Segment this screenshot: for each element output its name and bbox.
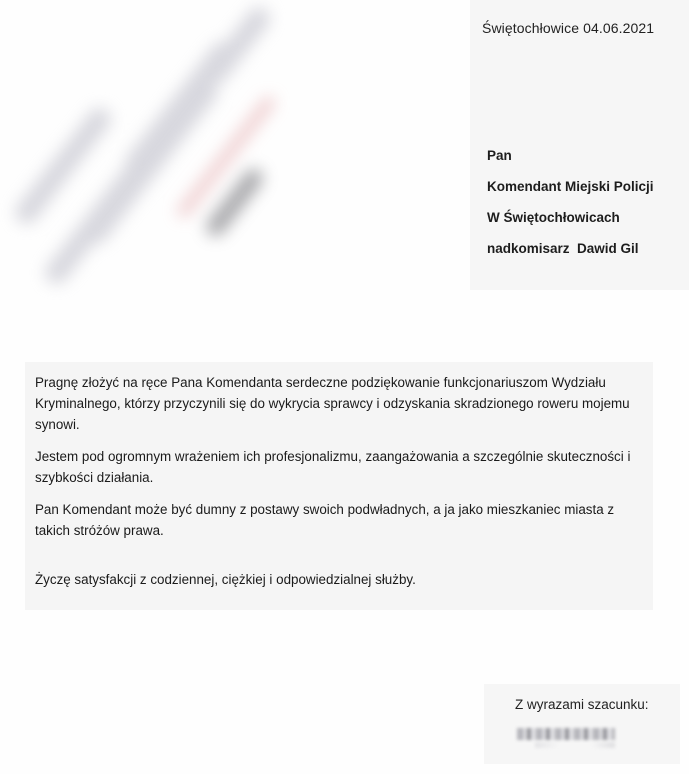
blurred-signature [517, 728, 615, 740]
paragraph-impression: Jestem pod ogromnym wrażeniem ich profesjonalizmu, zaangażowania a szczególnie skuteczności i szybkości działania. [35, 449, 631, 485]
place-and-date: Świętochłowice 04.06.2021 [482, 20, 655, 36]
blurred-stamp-redaction [10, 10, 290, 310]
letter-body [35, 372, 635, 601]
blurred-signature-trace [535, 742, 615, 748]
signature-background [484, 684, 680, 764]
paragraph-pride: Pan Komendant może być dumny z postawy swoich podwładnych, a ja jako mieszkaniec miasta z takich stróżów prawa. [35, 502, 615, 538]
regards-line: Z wyrazami szacunku: [515, 697, 649, 712]
addressee-block [487, 140, 654, 264]
paragraph-closing-wish: Życzę satysfakcji z codziennej, ciężkiej i odpowiedzialnej służby. [35, 572, 416, 587]
addressee-line-name: nadkomisarz Dawid Gil [487, 241, 639, 256]
addressee-line-salutation: Pan [487, 148, 512, 163]
paragraph-thanks: Pragnę złożyć na ręce Pana Komendanta serdeczne podziękowanie funkcjonariuszom Wydziału Kryminalnego, którzy przyczynili się do wykrycia sprawcy i odzyskania skradzionego roweru mojemu synowi. [35, 375, 630, 432]
addressee-line-city: W Świętochłowicach [487, 210, 620, 225]
addressee-line-title: Komendant Miejski Policji [487, 179, 654, 194]
